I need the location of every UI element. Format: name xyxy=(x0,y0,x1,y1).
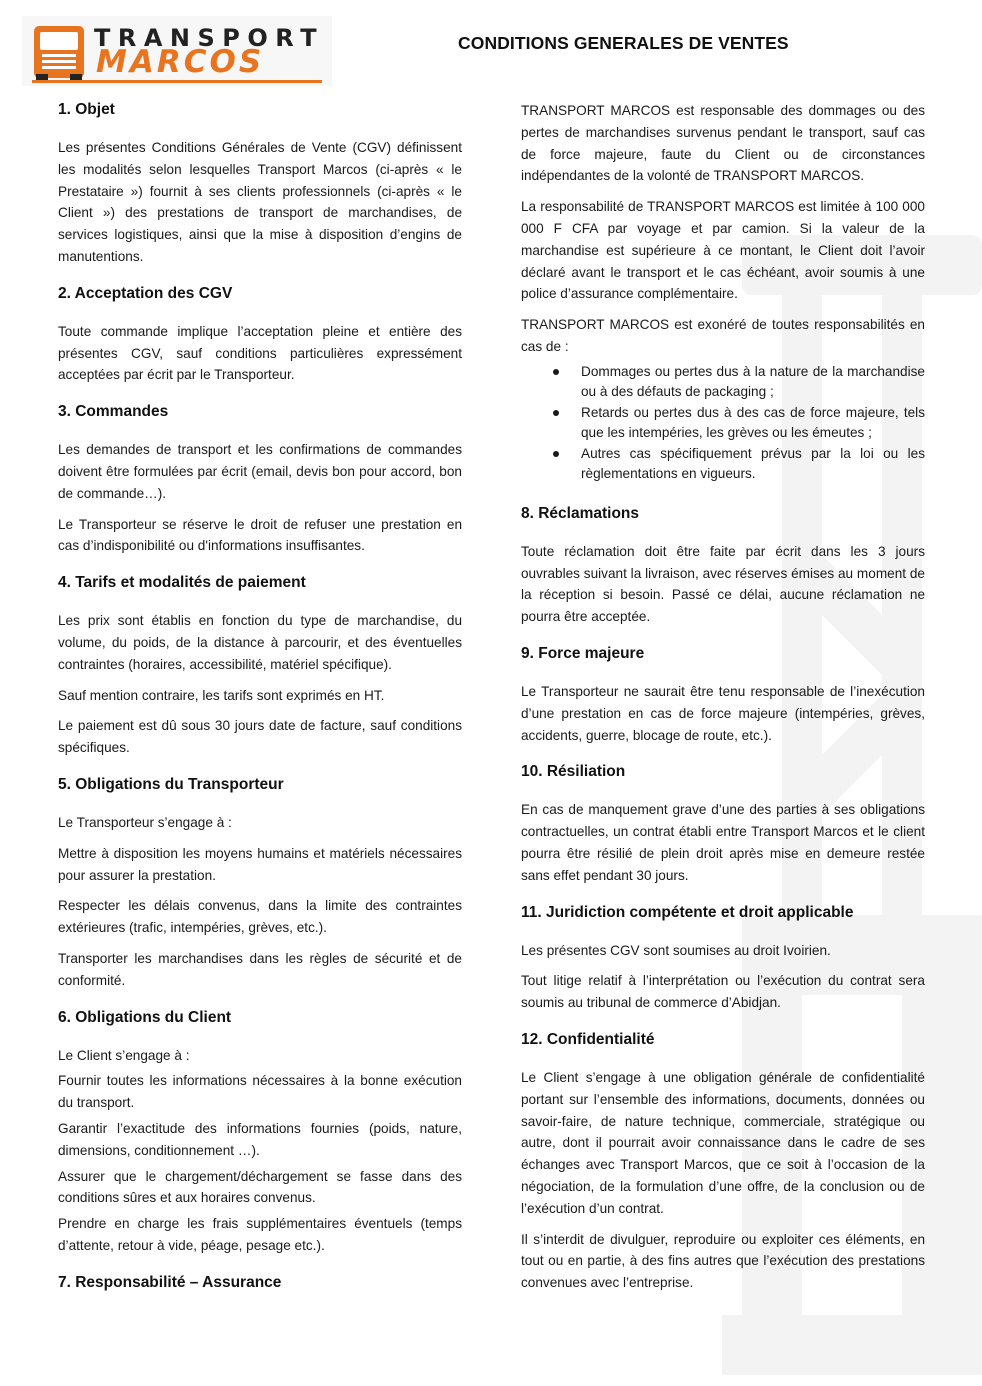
section-heading-juridiction: 11. Juridiction compétente et droit applicable xyxy=(521,903,854,921)
list-item: Dommages ou pertes dus à la nature de la marchandise ou à des défauts de packaging ; xyxy=(581,362,925,403)
paragraph: Garantir l’exactitude des informations fournies (poids, nature, dimensions, conditionnement …). xyxy=(58,1120,462,1158)
section-heading-tarifs: 4. Tarifs et modalités de paiement xyxy=(58,574,306,592)
paragraph: Sauf mention contraire, les tarifs sont exprimés en HT. xyxy=(58,687,385,703)
paragraph: Il s’interdit de divulguer, reproduire ou exploiter ces éléments, en tout ou en partie, à des fins autres que l’exécution des prestations convenues avec l’entreprise. xyxy=(521,1231,925,1291)
logo-text-top: TRANSPORT xyxy=(94,24,325,52)
section-heading-reclamations: 8. Réclamations xyxy=(521,504,640,522)
document-title: CONDITIONS GENERALES DE VENTES xyxy=(458,33,789,53)
paragraph: Le paiement est dû sous 30 jours date de facture, sauf conditions spécifiques. xyxy=(58,718,462,756)
paragraph: Le Transporteur ne saurait être tenu responsable de l’inexécution d’une prestation en cas de force majeure (intempéries, grèves, accidents, guerre, blocage de route, etc.). xyxy=(521,683,925,743)
section-heading-objet: 1. Objet xyxy=(58,101,115,118)
section-heading-confidentialite: 12. Confidentialité xyxy=(521,1030,655,1048)
paragraph: Tout litige relatif à l’interprétation ou l’exécution du contrat sera soumis au tribunal de commerce d’Abidjan. xyxy=(521,973,925,1011)
section-heading-resiliation: 10. Résiliation xyxy=(521,763,626,781)
paragraph: Fournir toutes les informations nécessaires à la bonne exécution du transport. xyxy=(58,1073,462,1111)
list-item: Retards ou pertes dus à des cas de force majeure, tels que les intempéries, les grèves ou les émeutes ; xyxy=(581,403,925,444)
paragraph: Les présentes Conditions Générales de Vente (CGV) définissent les modalités selon lesquelles Transport Marcos (ci-après « le Prestataire ») fournit à ses clients professionnels (ci-après « le Client ») des prestations de transport de marchandises, de services logistiques, ainsi que la mise à disposition d’engins de manutentions. xyxy=(58,140,462,264)
paragraph: Toute commande implique l’acceptation pleine et entière des présentes CGV, sauf conditions particulières expressément acceptées par écrit par le Transporteur. xyxy=(58,323,462,383)
paragraph: Le Client s’engage à une obligation générale de confidentialité portant sur l’ensemble des informations, documents, données ou savoir-faire, de nature technique, commerciale, stratégique ou autre, dont il pourrait avoir connaissance dans le cadre de ses échanges avec Transport Marcos, que ce soit à l’occasion de la négociation, de la formulation d’une offre, de la conclusion ou de l’exécution d’un contrat. xyxy=(521,1069,925,1216)
paragraph: Les prix sont établis en fonction du type de marchandise, du volume, du poids, de la distance à parcourir, et des éventuelles contraintes (horaires, accessibilité, matériel spécifique). xyxy=(58,613,462,672)
paragraph: Les présentes CGV sont soumises au droit Ivoirien. xyxy=(521,942,831,958)
paragraph: Le Transporteur se réserve le droit de refuser une prestation en cas d’indisponibilité ou d'informations insuffisantes. xyxy=(58,516,462,554)
paragraph: La responsabilité de TRANSPORT MARCOS est limitée à 100 000 000 F CFA par voyage et par camion. Si la valeur de la marchandise est supérieure à ce montant, le Client doit l’avoir déclaré avant le transport et le cas échéant, avoir soumis à une police d’assurance complémentaire. xyxy=(521,199,925,302)
exoneration-list xyxy=(521,362,925,485)
paragraph: Les demandes de transport et les confirmations de commandes doivent être formulées par écrit (email, devis bon pour accord, bon de commande…). xyxy=(58,442,462,501)
paragraph: Mettre à disposition les moyens humains et matériels nécessaires pour assurer la prestation. xyxy=(58,845,462,883)
right-column xyxy=(521,100,925,1303)
section-heading-commandes: 3. Commandes xyxy=(58,403,169,421)
paragraph: TRANSPORT MARCOS est exonéré de toutes responsabilités en cas de : xyxy=(521,317,925,354)
paragraph: Toute réclamation doit être faite par écrit dans les 3 jours ouvrables suivant la livraison, avec réserves émises au moment de la réception si besoin. Passé ce délai, aucune réclamation ne pourra être acceptée. xyxy=(521,543,925,625)
left-column xyxy=(58,100,462,1310)
paragraph: Respecter les délais convenus, dans la limite des contraintes extérieures (trafic, intempéries, grèves, etc.). xyxy=(58,898,462,936)
list-item: Autres cas spécifiquement prévus par la loi ou les règlementations en vigueurs. xyxy=(581,444,925,485)
section-heading-acceptation: 2. Acceptation des CGV xyxy=(58,284,233,302)
paragraph: Assurer que le chargement/déchargement se fasse dans des conditions sûres et aux horaires convenus. xyxy=(58,1168,462,1206)
section-heading-obligations-transporteur: 5. Obligations du Transporteur xyxy=(58,775,284,793)
section-heading-responsabilite: 7. Responsabilité – Assurance xyxy=(58,1273,282,1291)
section-heading-obligations-client: 6. Obligations du Client xyxy=(58,1008,232,1026)
logo-text-bottom: MARCOS xyxy=(96,44,265,80)
paragraph: Le Client s’engage à : xyxy=(58,1047,190,1063)
section-heading-force-majeure: 9. Force majeure xyxy=(521,644,645,662)
company-logo xyxy=(22,16,332,86)
paragraph: TRANSPORT MARCOS est responsable des dommages ou des pertes de marchandises survenus pendant le transport, sauf cas de force majeure, faute du Client ou de circonstances indépendantes de la volonté de TRANSPORT MARCOS. xyxy=(521,103,925,184)
paragraph: Transporter les marchandises dans les règles de sécurité et de conformité. xyxy=(58,950,462,988)
paragraph: En cas de manquement grave d’une des parties à ses obligations contractuelles, un contrat établi entre Transport Marcos et le client pourra être résilié de plein droit après mise en demeure restée sans effet pendant 30 jours. xyxy=(521,802,925,883)
paragraph: Le Transporteur s’engage à : xyxy=(58,814,232,830)
paragraph: Prendre en charge les frais supplémentaires éventuels (temps d’attente, retour à vide, péage, pesage etc.). xyxy=(58,1216,462,1253)
